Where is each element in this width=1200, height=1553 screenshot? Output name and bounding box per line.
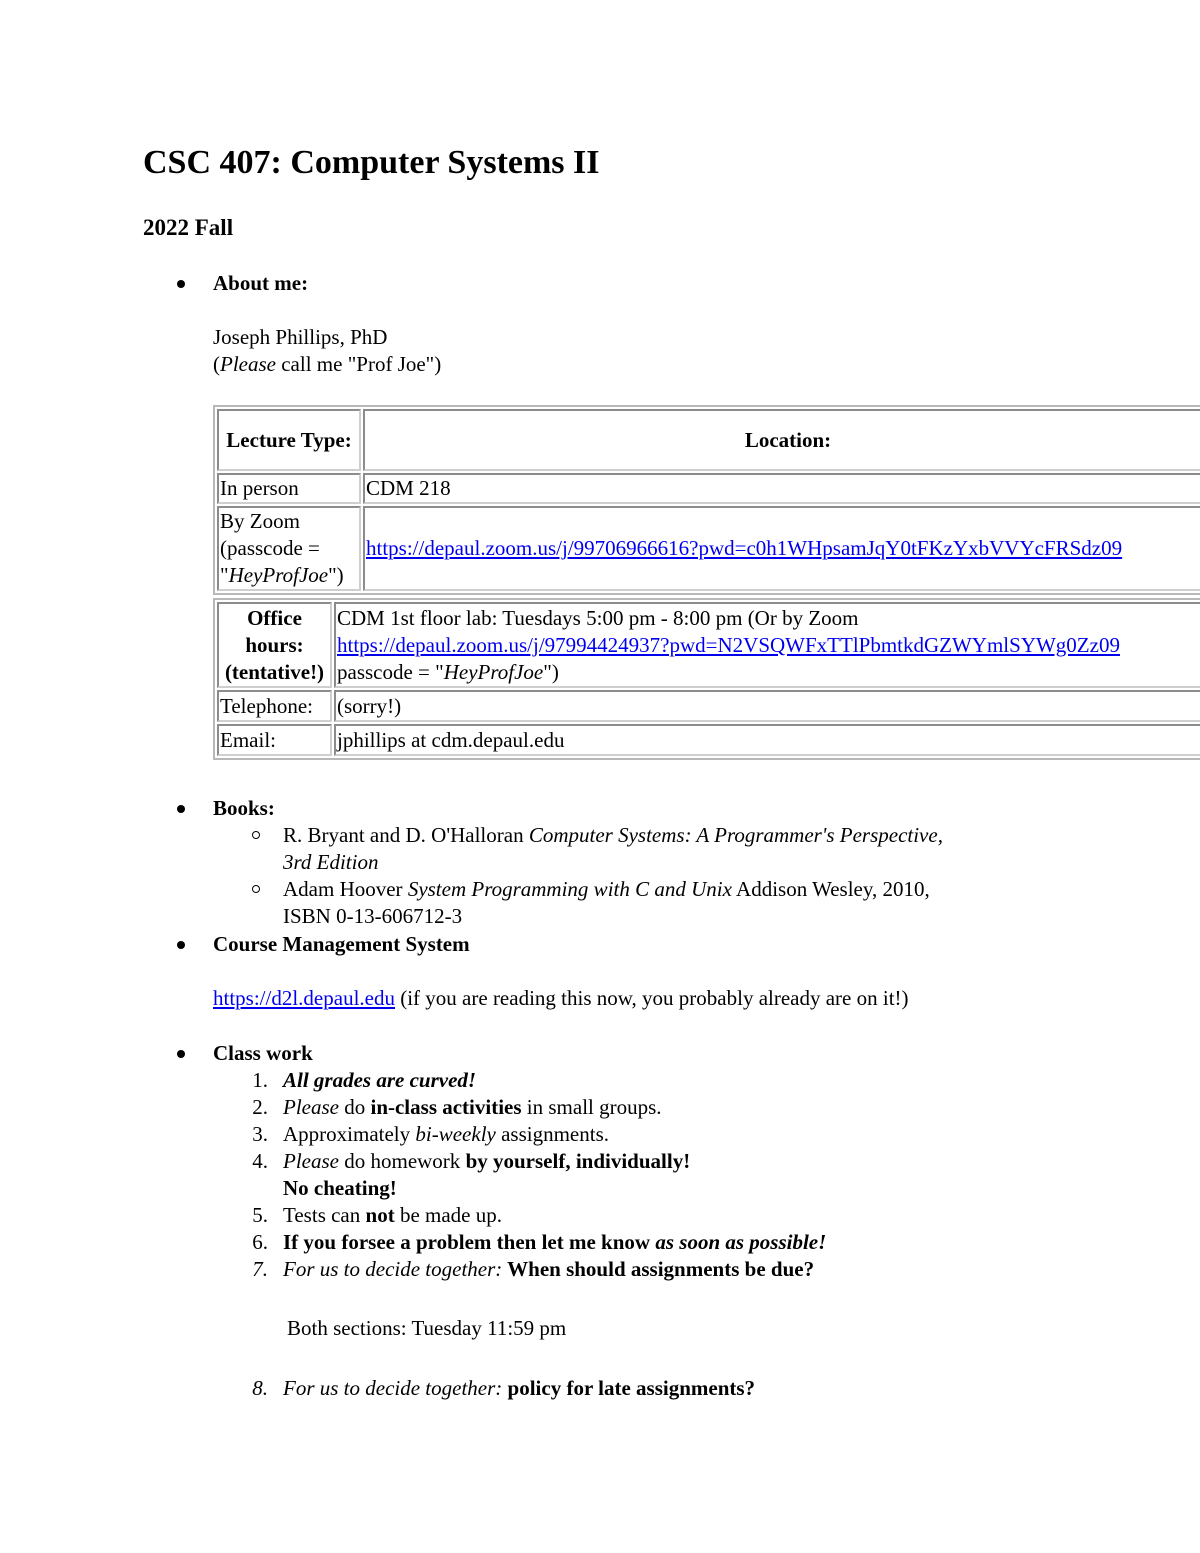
- cms-line: https://d2l.depaul.edu (if you are reading this now, you probably already are on it!): [213, 986, 909, 1010]
- term-heading: 2022 Fall: [143, 215, 234, 240]
- bullet-icon: [177, 805, 185, 813]
- bullet-icon: [177, 280, 185, 288]
- circle-bullet-icon: [252, 885, 260, 893]
- location-header: Location:: [363, 409, 1200, 471]
- about-heading: About me:: [213, 271, 309, 295]
- list-item: All grades are curved!: [283, 1068, 477, 1092]
- list-item: For us to decide together: policy for late assignments?: [283, 1376, 756, 1400]
- lecture-type-cell: In person: [217, 473, 361, 504]
- list-item: If you forsee a problem then let me know as soon as possible!: [283, 1230, 827, 1254]
- list-number: 1.: [252, 1068, 268, 1092]
- list-number: 6.: [252, 1230, 268, 1254]
- location-cell: [363, 506, 1200, 591]
- list-item: Tests can not be made up.: [283, 1203, 502, 1227]
- d2l-link[interactable]: https://d2l.depaul.edu: [213, 986, 395, 1010]
- list-item: Approximately bi-weekly assignments.: [283, 1122, 610, 1146]
- zoom-lecture-link[interactable]: https://depaul.zoom.us/j/99706966616?pwd=c0h1WHpsamJqY0tFKzYxbVVYcFRSdz09: [366, 536, 1123, 560]
- bullet-icon: [177, 941, 185, 949]
- book-item-isbn: ISBN 0-13-606712-3: [283, 904, 463, 928]
- cms-heading: Course Management System: [213, 932, 470, 956]
- books-heading: Books:: [213, 796, 275, 820]
- list-number: 2.: [252, 1095, 268, 1119]
- list-item-line2: No cheating!: [283, 1176, 397, 1200]
- bullet-icon: [177, 1050, 185, 1058]
- book-item: Adam Hoover System Programming with C and Unix Addison Wesley, 2010,: [283, 877, 930, 901]
- email-value: jphillips at cdm.depaul.edu: [334, 724, 1200, 756]
- circle-bullet-icon: [252, 831, 260, 839]
- location-cell: CDM 218: [363, 473, 1200, 504]
- lecture-table: [213, 405, 1200, 595]
- instructor-nickname: (Please call me "Prof Joe"): [213, 352, 442, 376]
- telephone-label: Telephone:: [217, 690, 332, 722]
- zoom-office-link[interactable]: https://depaul.zoom.us/j/97994424937?pwd=N2VSQWFxTTlPbmtkdGZWYmlSYWg0Zz09: [337, 632, 1120, 657]
- telephone-value: (sorry!): [334, 690, 1200, 722]
- office-hours-header: Office hours: (tentative!): [217, 602, 332, 688]
- due-date-answer: Both sections: Tuesday 11:59 pm: [287, 1316, 567, 1340]
- list-number: 4.: [252, 1149, 268, 1173]
- list-item: For us to decide together: When should assignments be due?: [283, 1257, 815, 1281]
- office-hours-cell: CDM 1st floor lab: Tuesdays 5:00 pm - 8:00 pm (Or by Zoom https://depaul.zoom.us/j/97994424937?pwd=N2VSQWFxTTlPbmtkdGZWYmlSYWg0Zz09 passcode = "HeyProfJoe"): [334, 602, 1200, 688]
- email-label: Email:: [217, 724, 332, 756]
- list-number: 5.: [252, 1203, 268, 1227]
- lecture-type-cell: By Zoom (passcode = "HeyProfJoe"): [217, 506, 361, 591]
- list-number: 7.: [252, 1257, 268, 1281]
- classwork-heading: Class work: [213, 1041, 313, 1065]
- list-item: Please do in-class activities in small groups.: [283, 1095, 662, 1119]
- list-number: 3.: [252, 1122, 268, 1146]
- page-title: CSC 407: Computer Systems II: [143, 144, 600, 181]
- office-table: [213, 598, 1200, 760]
- lecture-type-header: Lecture Type:: [217, 409, 361, 471]
- book-item-edition: 3rd Edition: [283, 850, 379, 874]
- instructor-name: Joseph Phillips, PhD: [213, 325, 388, 349]
- book-item: R. Bryant and D. O'Halloran Computer Systems: A Programmer's Perspective,: [283, 823, 943, 847]
- list-number: 8.: [252, 1376, 268, 1400]
- list-item: Please do homework by yourself, individually!: [283, 1149, 691, 1173]
